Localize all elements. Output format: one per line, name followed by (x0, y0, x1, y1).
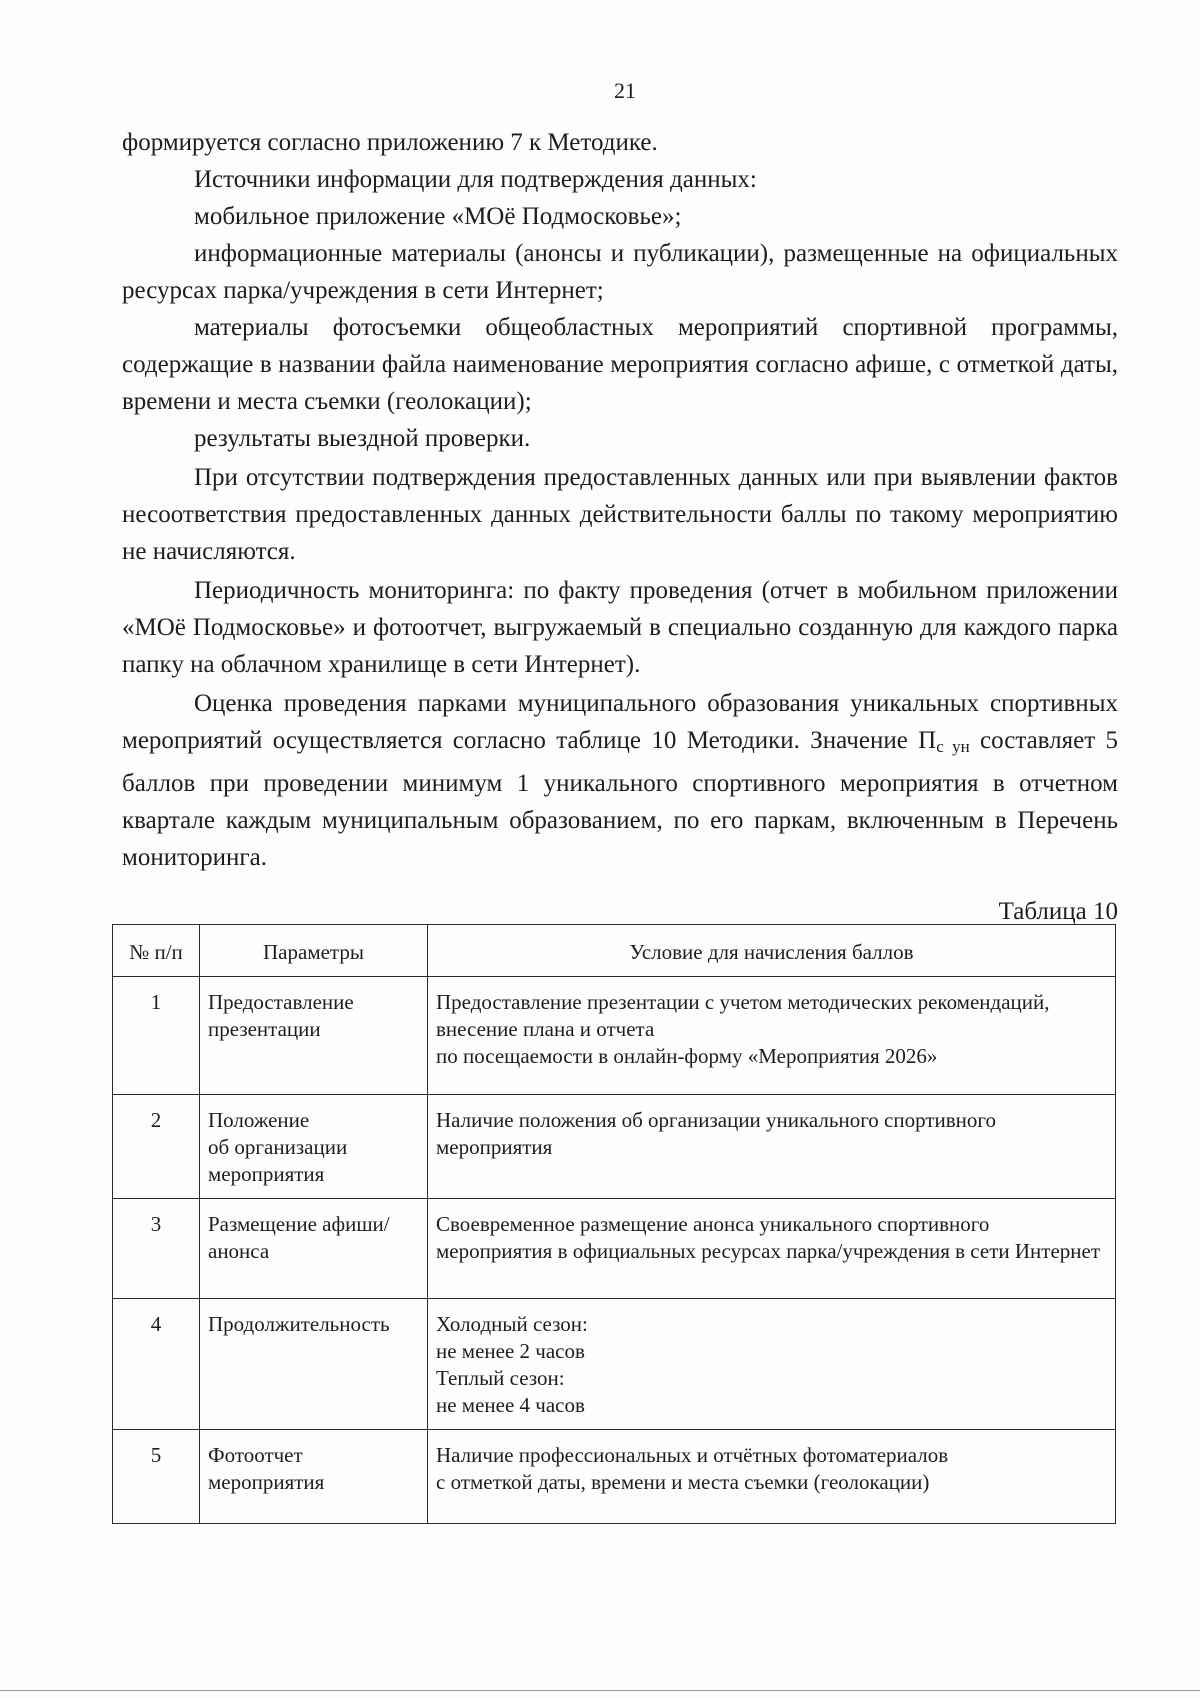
paragraph: мобильное приложение «МОё Подмосковье»; (194, 203, 682, 230)
row-condition: Своевременное размещение анонса уникального спортивного мероприятия в официальных ресурсах парка/учреждения в сети Интернет (428, 1199, 1116, 1299)
paragraph-text: составляет 5 баллов при проведении минимум 1 уникального спортивного мероприятия в отчетном квартале каждым муниципальным образованием, по его паркам, включенным в Перечень мониторинга. (122, 727, 1118, 871)
table-header-row (113, 925, 1116, 977)
criteria-table (112, 924, 1116, 1524)
paragraph: Периодичность мониторинга: по факту проведения (отчет в мобильном приложении «МОё Подмосковье» и фотоотчет, выгружаемый в специально созданную для каждого парка папку на облачном хранилище в сети Интернет). (122, 577, 1118, 678)
paragraph: результаты выездной проверки. (194, 425, 531, 452)
scan-edge-divider (0, 1690, 1200, 1691)
row-condition: Наличие положения об организации уникального спортивного мероприятия (428, 1095, 1116, 1199)
header-parameters: Параметры (200, 925, 428, 977)
page-number: 21 (614, 78, 636, 103)
table-row (113, 1199, 1116, 1299)
row-parameter: Предоставление презентации (200, 977, 428, 1095)
row-condition: Холодный сезон: не менее 2 часов Теплый сезон: не менее 4 часов (428, 1299, 1116, 1430)
row-number: 1 (113, 977, 200, 1095)
table-row (113, 1095, 1116, 1199)
row-parameter: Положение об организации мероприятия (200, 1095, 428, 1199)
table-row (113, 1430, 1116, 1524)
table-caption: Таблица 10 (998, 898, 1118, 925)
row-number: 4 (113, 1299, 200, 1430)
row-condition: Наличие профессиональных и отчётных фотоматериалов с отметкой даты, времени и места съемки (геолокации) (428, 1430, 1116, 1524)
paragraph: формируется согласно приложению 7 к Методике. (122, 129, 658, 156)
paragraph-text: Оценка проведения парками муниципального образования уникальных спортивных мероприятий осуществляется согласно таблице 10 Методики. Значение П (122, 690, 1118, 754)
row-number: 2 (113, 1095, 200, 1199)
subscript: с ун (936, 737, 970, 756)
row-parameter: Размещение афиши/анонса (200, 1199, 428, 1299)
paragraph-evaluation (122, 685, 1118, 876)
paragraph: При отсутствии подтверждения предоставленных данных или при выявлении фактов несоответствия предоставленных данных действительности баллы по такому мероприятию не начисляются. (122, 464, 1118, 565)
row-number: 3 (113, 1199, 200, 1299)
table-row (113, 1299, 1116, 1430)
row-parameter: Продолжительность (200, 1299, 428, 1430)
paragraph: Источники информации для подтверждения данных: (194, 166, 757, 193)
header-condition: Условие для начисления баллов (428, 925, 1116, 977)
table-row (113, 977, 1116, 1095)
row-number: 5 (113, 1430, 200, 1524)
paragraph: материалы фотосъемки общеобластных мероприятий спортивной программы, содержащие в названии файла наименование мероприятия согласно афише, с отметкой даты, времени и места съемки (геолокации); (122, 314, 1118, 415)
body-text (122, 124, 1118, 876)
header-number: № п/п (113, 925, 200, 977)
row-parameter: Фотоотчет мероприятия (200, 1430, 428, 1524)
row-condition: Предоставление презентации с учетом методических рекомендаций, внесение плана и отчета по посещаемости в онлайн-форму «Мероприятия 2026» (428, 977, 1116, 1095)
paragraph: информационные материалы (анонсы и публикации), размещенные на официальных ресурсах парка/учреждения в сети Интернет; (122, 240, 1118, 304)
